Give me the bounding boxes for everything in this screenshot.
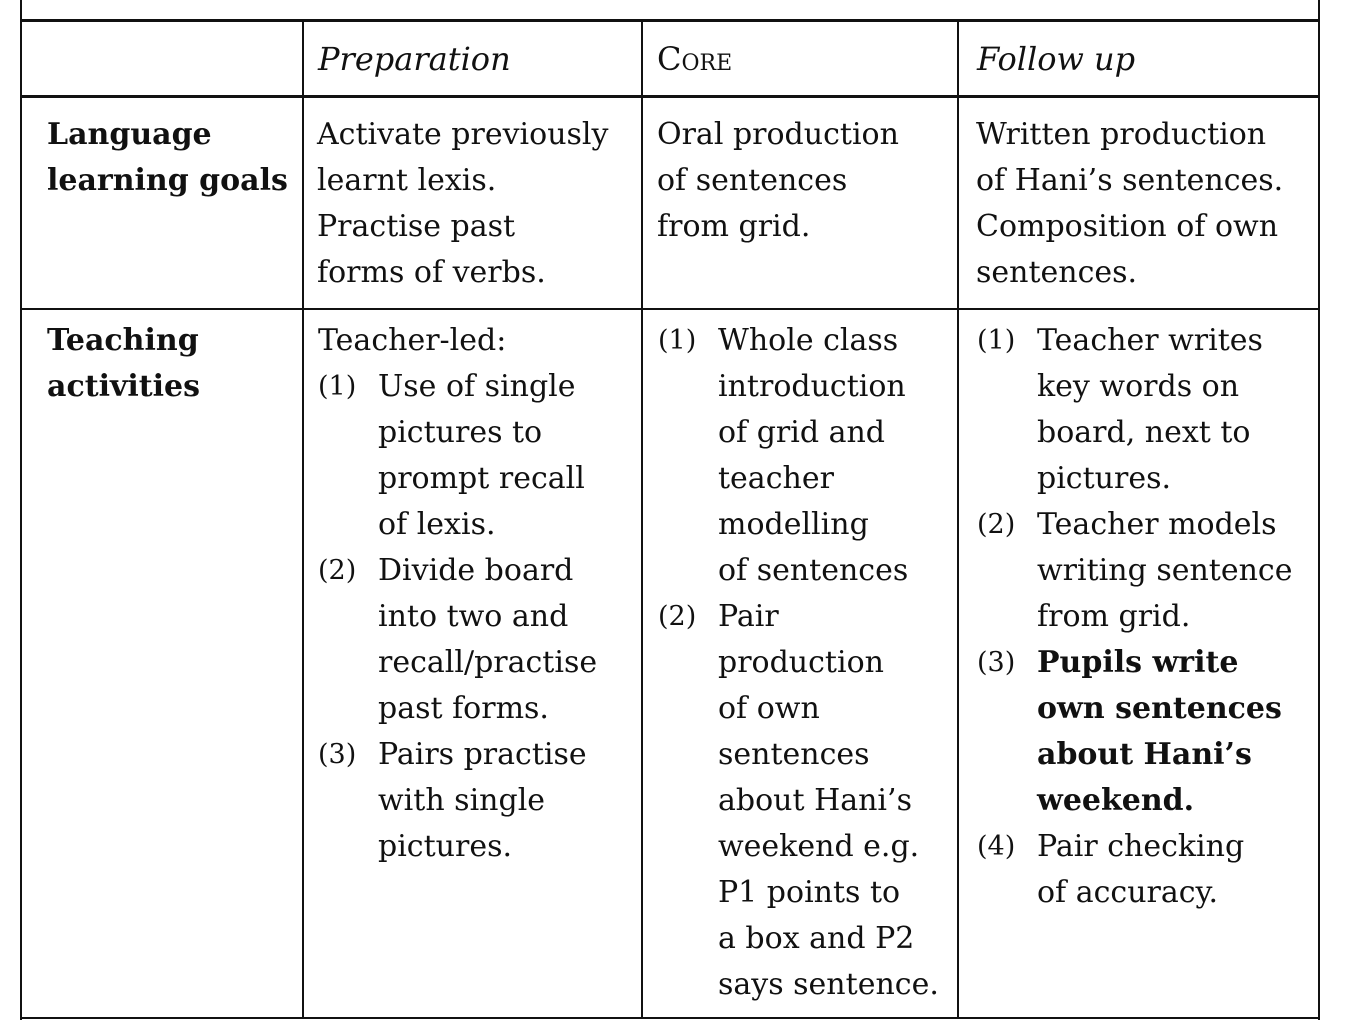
cell-line: Written production (976, 117, 1267, 152)
item-line: Pupils write (1037, 645, 1239, 680)
cell-line: of sentences (657, 163, 848, 198)
item-line: Pair (718, 599, 779, 634)
item-number: (2) (318, 555, 357, 586)
cell-line: forms of verbs. (317, 255, 546, 290)
item-line: Teacher writes (1037, 323, 1263, 358)
item-line: modelling (718, 507, 869, 542)
item-line: Teacher models (1037, 507, 1277, 542)
activities-core (658, 318, 956, 1008)
item-line: prompt recall (378, 461, 585, 496)
goals-follow-up (976, 112, 1283, 296)
cell-line: learning goals (47, 163, 288, 198)
cell-line: Activate previously (317, 117, 609, 152)
item-line: recall/practise (378, 645, 598, 680)
column-divider (302, 20, 304, 1019)
list-item (977, 824, 1317, 916)
item-line: pictures. (1037, 461, 1172, 496)
list-item (658, 318, 956, 594)
cell-line: Oral production (657, 117, 899, 152)
activities-preparation (318, 318, 638, 870)
item-line: key words on (1037, 369, 1240, 404)
list-item (977, 640, 1317, 824)
item-line: teacher (718, 461, 834, 496)
list-item (658, 594, 956, 1008)
header-core: Core (657, 40, 733, 78)
header-follow-up: Follow up (977, 40, 1136, 78)
item-number: (2) (977, 509, 1016, 540)
list-item (318, 364, 638, 548)
table-border-left (20, 0, 22, 1020)
item-line: Whole class (718, 323, 899, 358)
item-line: a box and P2 (718, 921, 915, 956)
goals-core (657, 112, 899, 250)
table-rule-top (20, 19, 1320, 22)
goals-preparation (317, 112, 608, 296)
item-line: board, next to (1037, 415, 1251, 450)
table-rule-row (20, 308, 1320, 310)
item-line: Divide board (378, 553, 574, 588)
list-item (318, 548, 638, 732)
row-label-activities (47, 318, 200, 410)
item-line: Pairs practise (378, 737, 587, 772)
item-number: (1) (977, 325, 1016, 356)
item-line: says sentence. (718, 967, 939, 1002)
item-line: writing sentence (1037, 553, 1293, 588)
item-line: weekend e.g. (718, 829, 920, 864)
item-line: about Hani’s (1037, 737, 1252, 772)
cell-line: of Hani’s sentences. (976, 163, 1284, 198)
item-line: pictures. (378, 829, 513, 864)
item-number: (3) (318, 739, 357, 770)
item-line: past forms. (378, 691, 549, 726)
item-line: Use of single (378, 369, 576, 404)
item-line: introduction (718, 369, 906, 404)
cell-line: sentences. (976, 255, 1138, 290)
activities-follow-up (977, 318, 1317, 916)
table-rule-header (20, 95, 1320, 98)
column-divider (957, 20, 959, 1019)
item-line: pictures to (378, 415, 543, 450)
row-label-goals (47, 112, 288, 204)
item-line: production (718, 645, 884, 680)
item-line: own sentences (1037, 691, 1282, 726)
cell-line: Composition of own (976, 209, 1279, 244)
header-preparation: Preparation (318, 40, 511, 78)
item-line: with single (378, 783, 546, 818)
list-item (977, 318, 1317, 502)
cell-line: from grid. (657, 209, 811, 244)
table-border-right (1318, 0, 1320, 1020)
item-line: weekend. (1037, 783, 1195, 818)
item-line: of own (718, 691, 820, 726)
item-line: from grid. (1037, 599, 1191, 634)
item-number: (2) (658, 601, 697, 632)
item-line: about Hani’s (718, 783, 912, 818)
item-line: Pair checking (1037, 829, 1245, 864)
item-number: (3) (977, 647, 1016, 678)
table-rule-bottom (20, 1017, 1320, 1019)
item-line: P1 points to (718, 875, 901, 910)
item-line: of grid and (718, 415, 885, 450)
item-line: into two and (378, 599, 569, 634)
cell-line: Language (47, 117, 212, 152)
teacher-led-label: Teacher-led: (318, 323, 507, 358)
cell-line: Teaching (47, 323, 199, 358)
item-number: (1) (658, 325, 697, 356)
item-line: of sentences (718, 553, 909, 588)
item-line: of accuracy. (1037, 875, 1219, 910)
column-divider (641, 20, 643, 1019)
list-item (977, 502, 1317, 640)
cell-line: learnt lexis. (317, 163, 497, 198)
item-line: sentences (718, 737, 870, 772)
item-number: (4) (977, 831, 1016, 862)
list-item (318, 732, 638, 870)
item-line: of lexis. (378, 507, 496, 542)
cell-line: activities (47, 369, 201, 404)
item-number: (1) (318, 371, 357, 402)
cell-line: Practise past (317, 209, 516, 244)
